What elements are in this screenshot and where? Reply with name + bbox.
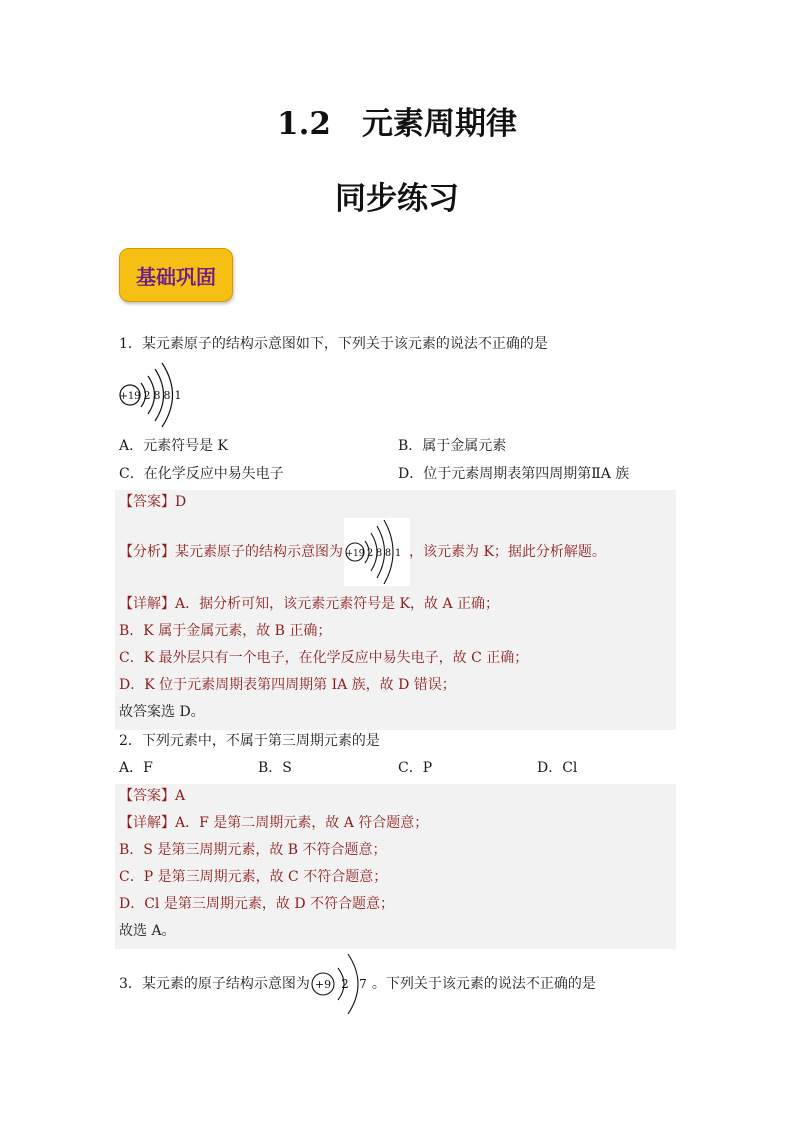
page-subtitle: 同步练习 [335,181,459,217]
q1-analysis-nucleus-charge: +19 [345,549,365,559]
q3-shell-count-2: 7 [359,977,367,991]
q2-option-a: A．F [119,760,153,776]
q2-answer-box [115,784,676,949]
q2-detail-c: C．P 是第三周期元素，故 C 不符合题意； [119,869,388,885]
q3-stem-pre: 3．某元素的原子结构示意图为 [119,976,310,992]
q1-analysis-post: ，该元素为 K；据此分析解题。 [409,544,606,560]
q1-detail-a: A．据分析可知，该元素元素符号是 K，故 A 正确； [175,596,500,612]
q2-detail-a: A．F 是第二周期元素，故 A 符合题意； [175,815,429,831]
q1-atom-diagram [117,360,197,430]
q2-answer-value: A [175,788,186,804]
q3-nucleus-charge: +9 [314,978,332,991]
page-title: 1.2 元素周期律 [277,106,517,142]
q3-atom-diagram [308,950,374,1018]
q1-stem: 1．某元素原子的结构示意图如下，下列关于该元素的说法不正确的是 [119,336,548,352]
q2-option-c: C．P [398,760,433,776]
q1-answer-line [119,492,186,512]
q3-shell-arc-2 [348,954,358,1014]
q2-conclusion: 故选 A。 [119,923,176,939]
q1-nucleus-charge: +19 [119,391,141,402]
q2-detail-line-a [119,813,428,833]
q2-option-d: D．Cl [537,760,578,776]
q2-answer-line [119,786,185,806]
q1-conclusion: 故答案选 D。 [119,704,205,720]
q1-shell-count-3: 8 [163,389,171,402]
section-badge: 基础巩固 [119,248,233,302]
q1-shell-count-1: 2 [143,389,151,402]
q1-analysis-shell-1: 2 [366,548,374,559]
q1-analysis-pre: 某元素原子的结构示意图为 [175,544,343,560]
q1-answer-value: D [175,494,187,510]
q3-stem-post: 。下列关于该元素的说法不正确的是 [371,976,596,992]
q1-analysis-shell-2: 8 [375,548,383,559]
q1-detail-c: C．K 最外层只有一个电子，在化学反应中易失电子，故 C 正确； [119,650,529,666]
q1-option-a: A．元素符号是 K [119,438,229,454]
q1-answer-label: 【答案】 [119,494,175,510]
q1-analysis-shell-4: 1 [394,548,402,559]
q2-detail-d: D．Cl 是第三周期元素，故 D 不符合题意； [119,896,394,912]
q1-analysis-shell-3: 8 [384,548,392,559]
q1-shell-count-2: 8 [153,389,161,402]
q1-option-b: B．属于金属元素 [398,438,507,454]
q2-answer-label: 【答案】 [119,788,175,804]
q1-analysis-atom-diagram [344,518,410,586]
q2-detail-b: B．S 是第三周期元素，故 B 不符合题意； [119,842,387,858]
q1-detail-label: 【详解】 [119,596,175,612]
q1-detail-d: D．K 位于元素周期表第四周期第 ⅠA 族，故 D 错误； [119,677,456,693]
q2-detail-label: 【详解】 [119,815,175,831]
q3-shell-count-1: 2 [341,977,349,991]
q2-stem: 2．下列元素中，不属于第三周期元素的是 [119,733,380,749]
q2-option-b: B．S [258,760,292,776]
q1-detail-line-a [119,594,499,614]
q1-analysis-label: 【分析】 [119,544,175,560]
q1-shell-count-4: 1 [174,389,182,402]
q1-option-d: D．位于元素周期表第四周期第ⅡA 族 [398,466,630,482]
q1-option-c: C．在化学反应中易失电子 [119,466,284,482]
q1-answer-box [115,490,676,730]
q1-detail-b: B．K 属于金属元素，故 B 正确； [119,623,332,639]
